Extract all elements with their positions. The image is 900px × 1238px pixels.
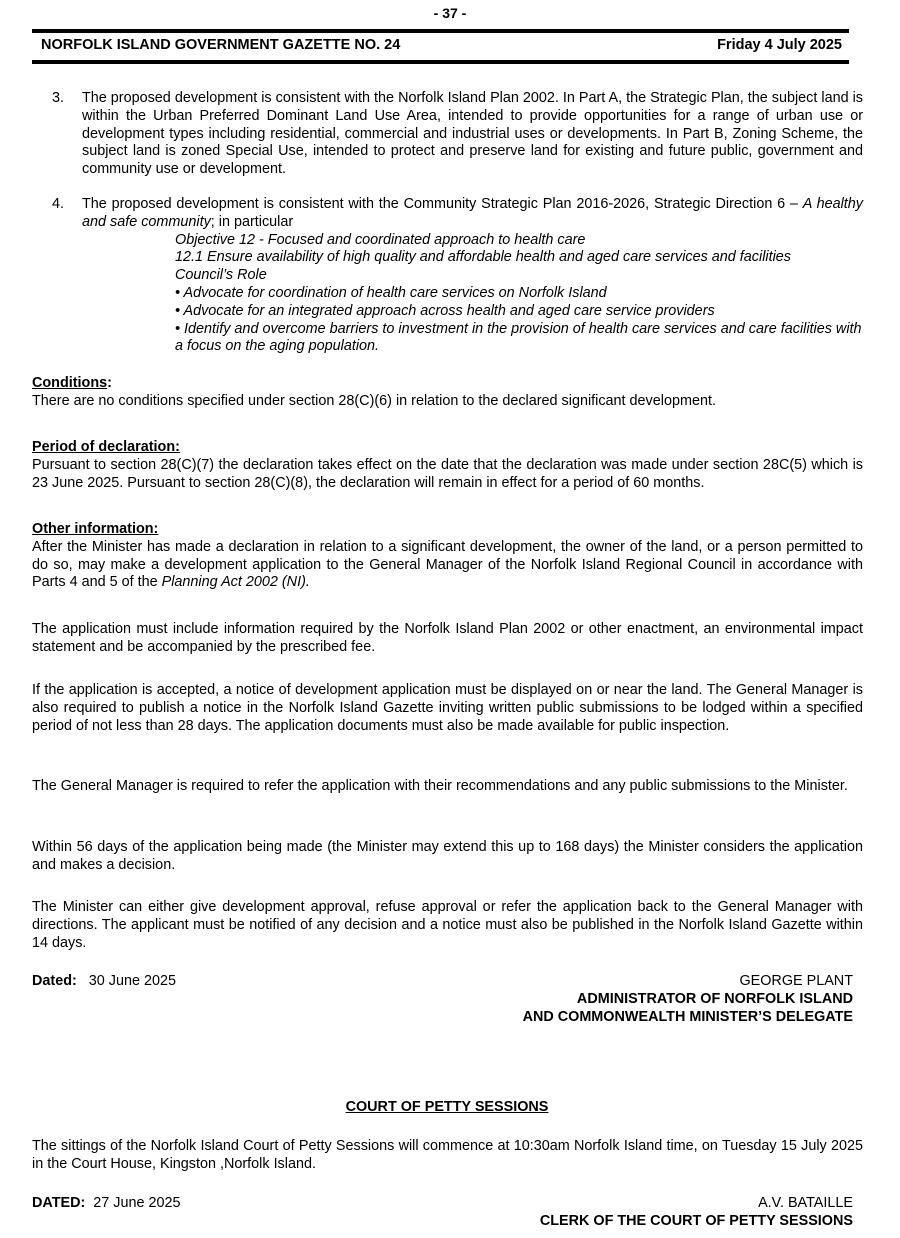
period-heading: Period of declaration:: [32, 439, 180, 455]
paragraph: Within 56 days of the application being made (the Minister may extend this up to 168 days) the Minister considers the application and makes a decision.: [32, 839, 863, 873]
objectives-list: [175, 232, 863, 357]
objective-line: 12.1 Ensure availability of high quality and affordable health and aged care services and facilities: [175, 249, 791, 266]
gazette-header: [41, 37, 842, 55]
conditions-heading: Conditions:: [32, 375, 112, 391]
conditions-section: [32, 375, 863, 411]
signatory-title: ADMINISTRATOR OF NORFOLK ISLAND: [576, 990, 853, 1007]
item-text: The proposed development is consistent with the Community Strategic Plan 2016-2026, Strategic Direction 6 – A healthy and safe community; in particular Objective 12 - Focused and coordinated approach to health care 12.1 Ensure availability of high quality and affordable health and aged care services and facilities Council’s Role • Advocate for coordination of health care services on Norfolk Island • Advocate for an integrated approach across health and aged care service providers • Identify and overcome barriers to investment in the provision of health care services and care facilities with a focus on the aging population.: [82, 196, 864, 355]
signatory-title: AND COMMONWEALTH MINISTER’S DELEGATE: [522, 1008, 853, 1025]
signatory-title: CLERK OF THE COURT OF PETTY SESSIONS: [539, 1212, 853, 1229]
item-text: The proposed development is consistent with the Norfolk Island Plan 2002. In Part A, the Strategic Plan, the subject land is within the Urban Preferred Dominant Land Use Area, intended to provide opportunities for a range of urban use or development types including residential, commercial and industrial uses or developments. In Part B, Zoning Scheme, the subject land is zoned Special Use, intended to protect and preserve land for existing and future public, government and community use or development.: [82, 90, 863, 178]
other-information-section: [32, 521, 863, 592]
objective-line: Objective 12 - Focused and coordinated approach to health care: [175, 231, 586, 248]
signatory-name: A.V. BATAILLE: [758, 1195, 853, 1211]
item-number: 3.: [52, 90, 65, 106]
objective-line: Council’s Role: [175, 267, 267, 284]
objective-line: • Advocate for coordination of health care services on Norfolk Island: [175, 284, 607, 301]
paragraph: The Minister can either give development approval, refuse approval or refer the application back to the General Manager with directions. The applicant must be notified of any decision and a notice must also be published in the Norfolk Island Gazette within 14 days.: [32, 899, 863, 951]
period-text: Pursuant to section 28(C)(7) the declaration takes effect on the date that the declaration was made under section 28C(5) which is 23 June 2025. Pursuant to section 28(C)(8), the declaration will remain in effect for a period of 60 months.: [32, 456, 863, 491]
signatory-name: GEORGE PLANT: [739, 973, 853, 989]
dated-value: 30 June 2025: [88, 973, 177, 989]
paragraph: After the Minister has made a declaration in relation to a significant development, the owner of the land, or a person permitted to do so, may make a development application to the General Manager of the Norfolk Island Regional Council in accordance with Parts 4 and 5 of the Planning Act 2002 (NI).: [32, 538, 863, 591]
act-name: Planning Act 2002 (NI).: [161, 574, 310, 591]
header-bottom-rule: [32, 60, 849, 64]
strategic-direction-name: A healthy and safe community: [82, 196, 864, 230]
gazette-title: NORFOLK ISLAND GOVERNMENT GAZETTE NO. 24: [41, 37, 401, 53]
court-text: The sittings of the Norfolk Island Court of Petty Sessions will commence at 10:30am Norfolk Island time, on Tuesday 15 July 2025 in the Court House, Kingston ,Norfolk Island.: [32, 1138, 863, 1172]
gazette-date: Friday 4 July 2025: [717, 37, 842, 53]
conditions-text: There are no conditions specified under section 28(C)(6) in relation to the declared significant development.: [32, 392, 716, 409]
dated-label: DATED:: [32, 1195, 86, 1211]
dated-value: 27 June 2025: [93, 1195, 181, 1211]
paragraph: The application must include information required by the Norfolk Island Plan 2002 or other enactment, an environmental impact statement and be accompanied by the prescribed fee.: [32, 621, 863, 655]
paragraph: The General Manager is required to refer the application with their recommendations and any public submissions to the Minister.: [32, 778, 848, 794]
signature-block: [523, 973, 853, 1026]
court-heading: COURT OF PETTY SESSIONS: [345, 1099, 549, 1115]
header-top-rule: [32, 29, 849, 33]
court-signature-block: [540, 1195, 853, 1231]
objective-line: • Advocate for an integrated approach across health and aged care service providers: [175, 302, 715, 319]
period-section: [32, 439, 863, 492]
list-item-3: [52, 90, 863, 179]
list-item-4: [52, 196, 863, 356]
other-information-heading: Other information:: [32, 521, 159, 537]
paragraph: If the application is accepted, a notice of development application must be displayed on or near the land. The General Manager is also required to publish a notice in the Norfolk Island Gazette inviting written public submissions to be lodged within a specified period of not less than 28 days. The application documents must also be made available for public inspection.: [32, 682, 863, 734]
dated-label: Dated:: [32, 973, 77, 989]
page-number: - 37 -: [433, 5, 467, 21]
item-number: 4.: [52, 196, 65, 212]
objective-line: • Identify and overcome barriers to investment in the provision of health care services and care facilities with a focus on the aging population.: [175, 320, 862, 355]
